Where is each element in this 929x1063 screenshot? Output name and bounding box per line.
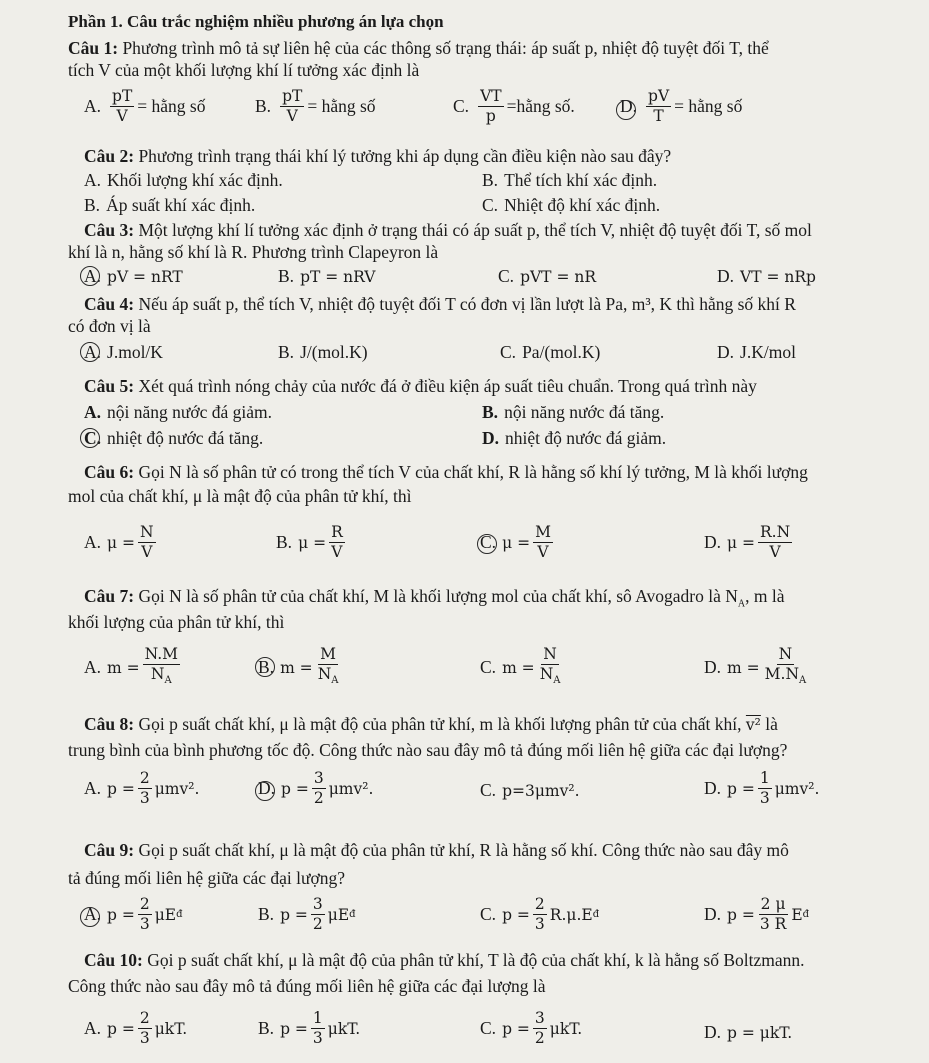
question-8-text-cont: trung bình của bình phương tốc độ. Công thức nào sau đây mô tả đúng mối liên hệ giữa các đại lượng? bbox=[68, 740, 788, 760]
question-4-text: Câu 4: Nếu áp suất p, thể tích V, nhiệt độ tuyệt đối T có đơn vị lần lượt là Pa, m³, K thì hằng số khí R bbox=[84, 294, 796, 314]
q7-option-b[interactable]: B. m = $\frac{M}{N_A}$ bbox=[258, 645, 339, 687]
question-7-text: Câu 7: Gọi N là số phân tử của chất khí, M là khối lượng mol của chất khí, sô Avogadro là $N_A$, m là bbox=[84, 586, 785, 610]
answer-mark-circle bbox=[255, 781, 275, 801]
q9-option-d[interactable]: D. p = $\frac{2 \mu}{3 R}$ E đ bbox=[704, 895, 810, 933]
question-10-text-cont: Công thức nào sau đây mô tả đúng mối liên hệ giữa các đại lượng là bbox=[68, 976, 546, 996]
q6-option-d[interactable]: D. μ = $\frac{R.N}{V}$ bbox=[704, 523, 791, 561]
question-6-text-cont: mol của chất khí, μ là mật độ của phân tử khí, thì bbox=[68, 486, 412, 506]
q1-option-b[interactable]: B. $\frac{pT}{V}$ = hằng số bbox=[255, 87, 376, 125]
question-3-text: Câu 3: Một lượng khí lí tưởng xác định ở trạng thái có áp suất p, thể tích V, nhiệt độ tuyệt đối T, số mol bbox=[84, 220, 812, 240]
section-header: Phần 1. Câu trắc nghiệm nhiều phương án lựa chọn bbox=[68, 12, 444, 31]
q2-option-d[interactable]: C. Nhiệt độ khí xác định. bbox=[482, 195, 661, 215]
q9-option-a[interactable]: A. p = $\frac{2}{3}$ μE đ bbox=[84, 895, 183, 933]
answer-mark-circle bbox=[80, 428, 100, 448]
q2-option-b[interactable]: B. Thể tích khí xác định. bbox=[482, 170, 658, 190]
q3-option-d[interactable]: D. VT = nRp bbox=[717, 266, 816, 286]
question-9-text-cont: tả đúng mối liên hệ giữa các đại lượng? bbox=[68, 868, 346, 888]
question-6-text: Câu 6: Gọi N là số phân tử có trong thể tích V của chất khí, R là hằng số khí lý tưởng, M là khối lượng bbox=[84, 462, 808, 482]
question-10-text: Câu 10: Gọi p suất chất khí, μ là mật độ của phân tử khí, T là độ của chất khí, k là hằng số Boltzmann. bbox=[84, 950, 805, 970]
answer-mark-circle bbox=[80, 907, 100, 927]
q2-option-c[interactable]: B. Áp suất khí xác định. bbox=[84, 195, 256, 215]
q1-option-a[interactable]: A. $\frac{pT}{V}$ = hằng số bbox=[84, 87, 206, 125]
q4-option-b[interactable]: B. J/(mol.K) bbox=[278, 342, 368, 362]
q8-option-d[interactable]: D. p = $\frac{1}{3}$ μmv². bbox=[704, 769, 820, 807]
q6-option-c[interactable]: C. μ = $\frac{M}{V}$ bbox=[480, 523, 551, 561]
q5-option-a[interactable]: A. nội năng nước đá giảm. bbox=[84, 402, 273, 422]
q7-option-d[interactable]: D. m = $\frac{N}{M.N_A}$ bbox=[704, 645, 807, 687]
q7-option-a[interactable]: A. m = $\frac{N.M}{N_A}$ bbox=[84, 645, 179, 687]
q5-option-d[interactable]: D. nhiệt độ nước đá giảm. bbox=[482, 428, 667, 448]
q9-option-c[interactable]: C. p = $\frac{2}{3}$ R.μ.E đ bbox=[480, 895, 600, 933]
question-2-text: Câu 2: Phương trình trạng thái khí lý tưởng khi áp dụng cần điều kiện nào sau đây? bbox=[84, 146, 672, 166]
question-3-text-cont: khí là n, hằng số khí là R. Phương trình Clapeyron là bbox=[68, 242, 439, 262]
question-1-text: Câu 1: Phương trình mô tả sự liên hệ của các thông số trạng thái: áp suất p, nhiệt độ tuyệt đối T, thể bbox=[68, 38, 769, 58]
q8-option-a[interactable]: A. p = $\frac{2}{3}$ μmv². bbox=[84, 769, 200, 807]
q5-option-b[interactable]: B. nội năng nước đá tăng. bbox=[482, 402, 665, 422]
q3-option-c[interactable]: C. pVT = nR bbox=[498, 266, 597, 286]
q1-option-c[interactable]: C. $\frac{VT}{p}$ =hằng số. bbox=[453, 87, 575, 125]
answer-mark-circle bbox=[477, 534, 497, 554]
q8-option-c[interactable]: C. p=3μmv². bbox=[480, 780, 580, 800]
q7-option-c[interactable]: C. m = $\frac{N}{N_A}$ bbox=[480, 645, 561, 687]
q9-option-b[interactable]: B. p = $\frac{3}{2}$ μE đ bbox=[258, 895, 356, 933]
q10-option-c[interactable]: C. p = $\frac{3}{2}$ μkT. bbox=[480, 1009, 583, 1047]
q3-option-b[interactable]: B. pT = nRV bbox=[278, 266, 376, 286]
q4-option-a[interactable]: A. J.mol/K bbox=[84, 342, 163, 362]
q4-option-d[interactable]: D. J.K/mol bbox=[717, 342, 796, 362]
q10-option-b[interactable]: B. p = $\frac{1}{3}$ μkT. bbox=[258, 1009, 361, 1047]
q10-option-d[interactable]: D. p = μkT. bbox=[704, 1022, 793, 1042]
question-1-text-cont: tích V của một khối lượng khí lí tưởng xác định là bbox=[68, 60, 420, 80]
question-4-text-cont: có đơn vị là bbox=[68, 316, 151, 336]
answer-mark-circle bbox=[616, 100, 636, 120]
answer-mark-circle bbox=[80, 342, 100, 362]
question-5-text: Câu 5: Xét quá trình nóng chảy của nước đá ở điều kiện áp suất tiêu chuẩn. Trong quá trình này bbox=[84, 376, 757, 396]
answer-mark-circle bbox=[255, 657, 275, 677]
q6-option-b[interactable]: B. μ = $\frac{R}{V}$ bbox=[276, 523, 343, 561]
question-7-text-cont: khối lượng của phân tử khí, thì bbox=[68, 612, 285, 632]
q10-option-a[interactable]: A. p = $\frac{2}{3}$ μkT. bbox=[84, 1009, 188, 1047]
question-9-text: Câu 9: Gọi p suất chất khí, μ là mật độ của phân tử khí, R là hằng số khí. Công thức nào sau đây mô bbox=[84, 840, 789, 860]
q1-option-d[interactable]: D. $\frac{pV}{T}$ = hằng số bbox=[620, 87, 743, 125]
q2-option-a[interactable]: A. Khối lượng khí xác định. bbox=[84, 170, 283, 190]
question-8-text: Câu 8: Gọi p suất chất khí, μ là mật độ của phân tử khí, m là khối lượng phân tử của chất khí, v² là bbox=[84, 714, 778, 734]
q6-option-a[interactable]: A. μ = $\frac{N}{V}$ bbox=[84, 523, 154, 561]
q8-option-b[interactable]: D. p = $\frac{3}{2}$ μmv². bbox=[258, 769, 374, 807]
q4-option-c[interactable]: C. Pa/(mol.K) bbox=[500, 342, 601, 362]
q3-option-a[interactable]: A. pV = nRT bbox=[84, 266, 183, 286]
answer-mark-circle bbox=[80, 266, 100, 286]
q5-option-c[interactable]: C. nhiệt độ nước đá tăng. bbox=[84, 428, 264, 448]
